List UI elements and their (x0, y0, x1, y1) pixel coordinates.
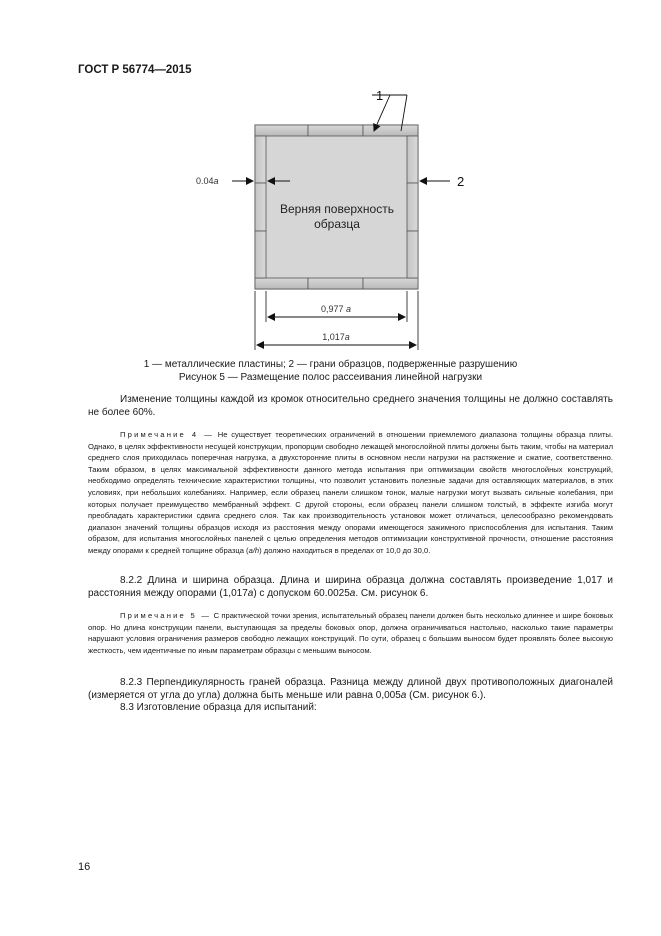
section-8-2-2-end: . См. рисунок 6. (355, 588, 429, 599)
callout-1-label: 1 (376, 88, 384, 103)
section-8-2-3-end: (См. рисунок 6.). (406, 690, 486, 701)
callout-2-label: 2 (457, 174, 465, 189)
section-8-2-3-var-a: a (400, 690, 407, 701)
note-4-ratio: a/h (248, 545, 260, 555)
dimension-outer-label: 1,017a (322, 332, 350, 342)
section-8-2-2-var-a2: a (349, 588, 356, 599)
page-number: 16 (78, 861, 91, 873)
left-metal-plates (255, 136, 266, 278)
specimen-label-line1: Верняя поверхность (280, 202, 394, 216)
dimension-inner-label: 0,977 a (320, 304, 352, 314)
note-5 (88, 610, 613, 656)
right-metal-plates (407, 136, 418, 278)
section-8-2-2-tolerance: ) с допуском 60.0025 (253, 588, 350, 599)
section-8-2-2-var-a: a (247, 588, 254, 599)
top-metal-plates (255, 125, 418, 136)
note-4-label: Примечание 4 — (120, 430, 215, 439)
specimen-label-line2: образца (314, 217, 360, 231)
document-header: ГОСТ Р 56774—2015 (78, 64, 192, 76)
edge-width-label: 0.04a (196, 176, 219, 186)
section-8-2-2 (88, 574, 613, 600)
thickness-paragraph: Изменение толщины каждой из кромок относительно среднего значения толщины не должно составлять не более 60%. (88, 394, 613, 418)
figure-5-diagram (180, 82, 480, 357)
figure-legend: 1 — металлические пластины; 2 — грани образцов, подверженные разрушению (143, 359, 518, 370)
bottom-metal-plates (255, 278, 418, 289)
section-8-2-3-text: 8.2.3 Перпендикулярность граней образца. Разница между длиной двух противоположных диагоналей (измеряется от угла до угла) должна быть меньше или равна 0,005 (88, 677, 613, 701)
note-4-tail: ) должно находиться в пределах от 10,0 до 30,0. (259, 545, 431, 555)
section-8-3: 8.3 Изготовление образца для испытаний: (120, 702, 317, 713)
section-8-2-3 (88, 676, 613, 702)
figure-title: Рисунок 5 — Размещение полос рассеивания линейной нагрузки (178, 372, 483, 383)
note-5-label: Примечание 5 — (120, 611, 212, 620)
section-8-2-2-text: 8.2.2 Длина и ширина образца. Длина и ширина образца должна составлять произведение 1,017 и расстояния между опорами (1,017 (88, 575, 613, 599)
note-4 (88, 429, 613, 557)
note-5-text: С практической точки зрения, испытательный образец панели должен быть несколько длиннее и шире боковых опор. Но длина конструкции панели, выступающая за пределы боковых опор, должна ограничиваться настолько, насколько такие параметры нарушают условия ограничения размеров свободно лежащих конструкций. По сути, образец с большим выносом будет проявлять более высокую жесткость, чем идентичные по иным параметрам образцы с меньшим выносом. (88, 611, 613, 655)
note-4-text: Не существует теоретических ограничений в отношении приемлемого диапазона толщины образца плиты. Однако, в целях эффективности несущей конструкции, пропорции свободно лежащей многослойной плиты должны быть таким, чтобы на материал среднего слоя приходилась поперечная нагрузка, а двухсторонние плиты в основном несли нагрузки на растяжение и сжатие, соответственно. Таким образом, в целях максимальной эффективности данного метода испытания при оптимизации свойств многослойных конструкций, необходимо определять технические характеристики толщины, что позволит установить полезные задачи для оставляющих материалов, в этих условиях, при небольших колебаниях. Например, если образец панели слишком тонок, малые нагрузки могут вызвать сильные колебания, при которых получает преимущество мембранный эффект. С другой стороны, если образец панели слишком толстый, в эффекте изгиба могут преобладать характеристики сдвига среднего слоя. Так как производительность установок может отличаться, целесообразно рекомендовать диапазон значений толщины образцов исходя из расстояния между опорами имеющегося зажимного приспособления для испытания. Таким образом, для испытания многослойных панелей с целью определения методов оптимизации конструктивной прочности, отношение расстояния между опорами к средней толщине образца ( (88, 430, 613, 555)
